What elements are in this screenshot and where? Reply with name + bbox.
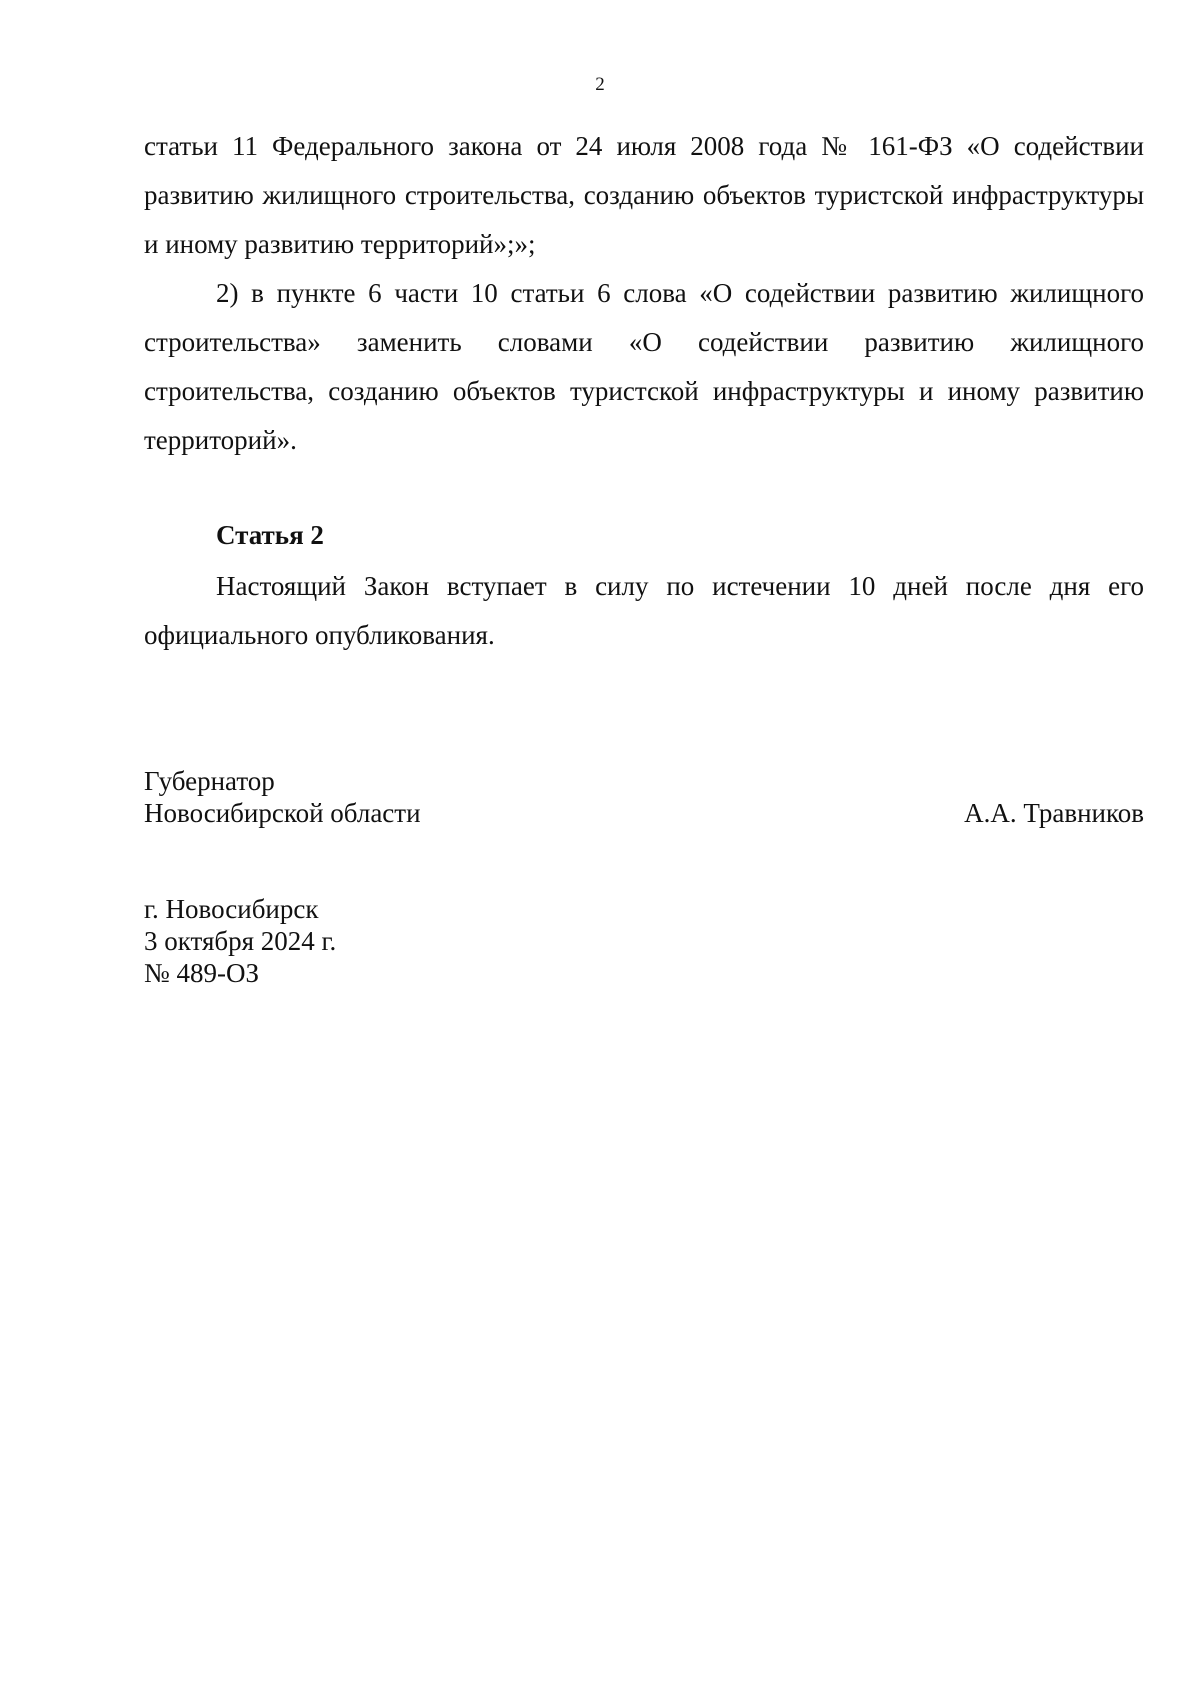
footer-date: 3 октября 2024 г. [144,926,337,956]
article-heading: Статья 2 [216,520,324,550]
signer-name: А.А. Травников [964,798,1144,828]
signer-title-line2: Новосибирской области [144,798,421,828]
article-text: Настоящий Закон вступает в силу по истечении 10 дней после дня его официального опубликования. [144,571,1144,650]
document-footer [144,893,336,989]
footer-law-number: № 489-ОЗ [144,958,260,988]
signer-title-line1: Губернатор [144,766,275,796]
signature-block [144,765,1144,829]
paragraph-continuation: статьи 11 Федерального закона от 24 июля 2008 года № 161-ФЗ «О содействии развитию жилищного строительства, созданию объектов туристской инфраструктуры и иному развитию территорий»;»; [144,131,1144,259]
footer-city: г. Новосибирск [144,894,319,924]
page-number: 2 [595,74,605,95]
paragraph-item-2: 2) в пункте 6 части 10 статьи 6 слова «О содействии развитию жилищного строительства» заменить словами «О содействии развитию жилищного строительства, созданию объектов туристской инфраструктуры и иному развитию территорий». [144,278,1144,455]
